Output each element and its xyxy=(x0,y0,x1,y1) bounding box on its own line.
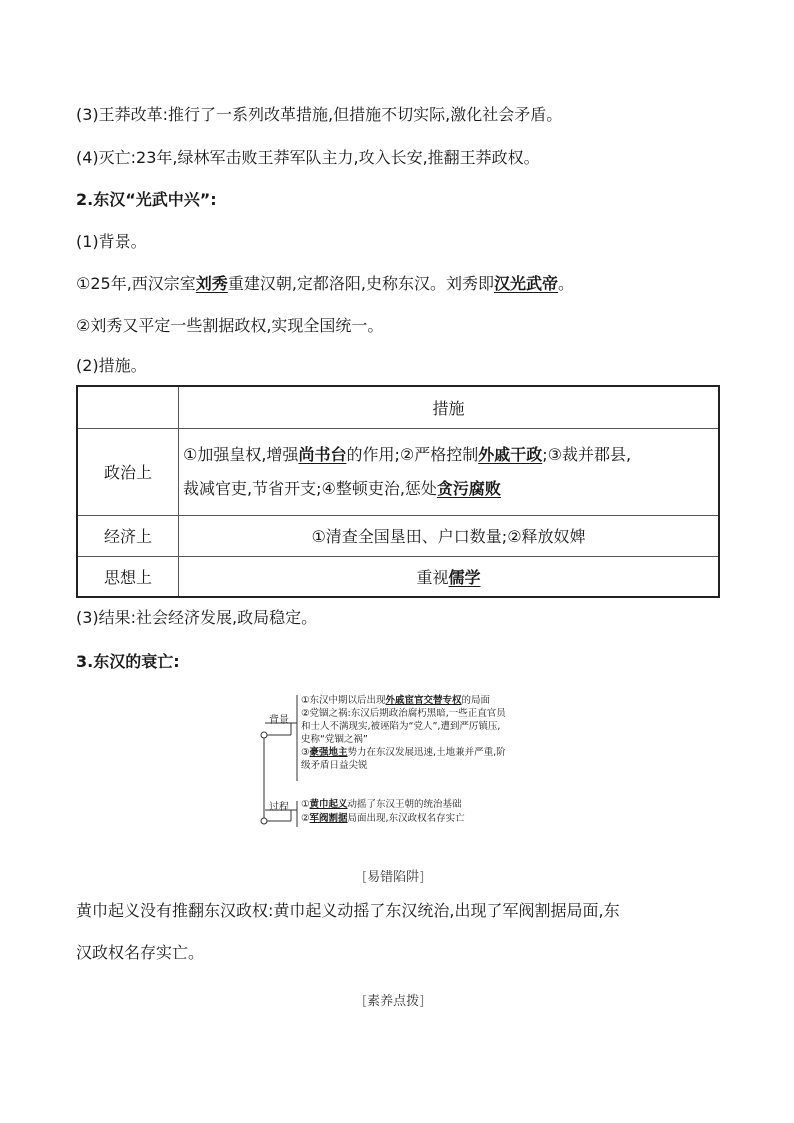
row-label-politics: 政治上 xyxy=(77,428,179,515)
pitfall-line-2: 汉政权名存实亡。 xyxy=(76,943,205,962)
politics-measures xyxy=(179,428,720,515)
text: 。 xyxy=(558,274,575,293)
subheading-background: (1)背景。 xyxy=(76,232,147,251)
keyword-liu-xiu: 刘秀 xyxy=(195,274,228,293)
measures-table xyxy=(76,385,720,598)
text: ① xyxy=(301,799,310,810)
subheading-measures: (2)措施。 xyxy=(76,356,147,375)
text: ①加强皇权,增强 xyxy=(183,444,299,464)
text: 动摇了东汉王朝的统治基础 xyxy=(347,799,462,810)
heading-guangwu-revival: 2.东汉“光武中兴”: xyxy=(76,190,217,209)
keyword-eunuch-power: 外戚宦官交替专权 xyxy=(385,695,462,706)
table-row xyxy=(77,428,719,515)
table-row xyxy=(77,556,719,597)
keyword-landlords: 豪强地主 xyxy=(309,747,348,758)
text: 局面出现,东汉政权名存实亡 xyxy=(347,813,465,824)
diagram-process-point-2 xyxy=(301,813,465,825)
diagram-bg-point-2a: ②党锢之祸:东汉后期政治腐朽黑暗,一些正直官员 xyxy=(301,708,506,719)
keyword-shangshutai: 尚书台 xyxy=(298,444,347,464)
table-row xyxy=(77,515,719,556)
literacy-tag-label: 素养点拨 xyxy=(367,994,420,1009)
heading-decline: 3.东汉的衰亡: xyxy=(76,652,180,671)
row-label-thought: 思想上 xyxy=(77,556,179,597)
table-cell-empty xyxy=(77,386,179,428)
paragraph-wang-mang-reform: (3)王莽改革:推行了一系列改革措施,但措施不切实际,激化社会矛盾。 xyxy=(76,105,563,124)
keyword-waiqi: 外戚干政 xyxy=(478,444,543,464)
diagram-bg-point-3 xyxy=(301,747,506,759)
pitfall-tag: [易错陷阱] xyxy=(362,870,425,885)
diagram-process-point-1 xyxy=(301,799,462,811)
keyword-warlords: 军阀割据 xyxy=(309,813,348,824)
background-point-2: ②刘秀又平定一些割据政权,实现全国统一。 xyxy=(76,316,384,335)
pitfall-line-1: 黄巾起义没有推翻东汉政权:黄巾起义动摇了东汉统治,出现了军阀割据局面,东 xyxy=(76,901,620,920)
result-text: (3)结果:社会经济发展,政局稳定。 xyxy=(76,608,318,627)
text: ①东汉中期以后出现 xyxy=(301,695,386,706)
keyword-emperor-guangwu: 汉光武帝 xyxy=(494,274,559,293)
economy-measures: ①清查全国垦田、户口数量;②释放奴婢 xyxy=(179,515,720,556)
text: 的作用;②严格控制 xyxy=(346,444,479,464)
text: 势力在东汉发展迅速,土地兼并严重,阶 xyxy=(347,747,506,758)
table-row xyxy=(77,386,719,428)
keyword-confucianism: 儒学 xyxy=(448,567,481,587)
text: 重建汉朝,定都洛阳,史称东汉。刘秀即 xyxy=(227,274,494,293)
pitfall-tag-label: 易错陷阱 xyxy=(367,870,420,885)
keyword-yellow-turban: 黄巾起义 xyxy=(309,799,348,810)
diagram-bg-point-1 xyxy=(301,695,490,707)
decline-diagram xyxy=(255,693,515,833)
text: ② xyxy=(301,813,310,824)
text: ①25年,西汉宗室 xyxy=(76,274,196,293)
table-header-measures: 措施 xyxy=(179,386,720,428)
diagram-label-process: 过程 xyxy=(269,802,289,813)
diagram-bg-point-2b: 和士人不满现实,被诬陷为“党人”,遭到严厉镇压, xyxy=(301,721,501,732)
text: 裁减官吏,节省开支;④整顿吏治,惩处 xyxy=(183,478,437,498)
thought-measures xyxy=(179,556,720,597)
text: 的局面 xyxy=(461,695,491,706)
paragraph-wang-mang-fall: (4)灭亡:23年,绿林军击败王莽军队主力,攻入长安,推翻王莽政权。 xyxy=(76,148,540,167)
diagram-label-background: 背景 xyxy=(269,715,289,726)
text: ③ xyxy=(301,747,310,758)
keyword-corruption: 贪污腐败 xyxy=(436,478,501,498)
diagram-bg-point-3b: 级矛盾日益尖锐 xyxy=(301,760,368,771)
text: 重视 xyxy=(416,567,449,587)
row-label-economy: 经济上 xyxy=(77,515,179,556)
text: ;③裁并郡县, xyxy=(542,444,632,464)
background-point-1 xyxy=(76,273,574,295)
diagram-bg-point-2c: 史称“党锢之祸” xyxy=(301,734,368,745)
literacy-tag: [素养点拨] xyxy=(362,994,425,1009)
